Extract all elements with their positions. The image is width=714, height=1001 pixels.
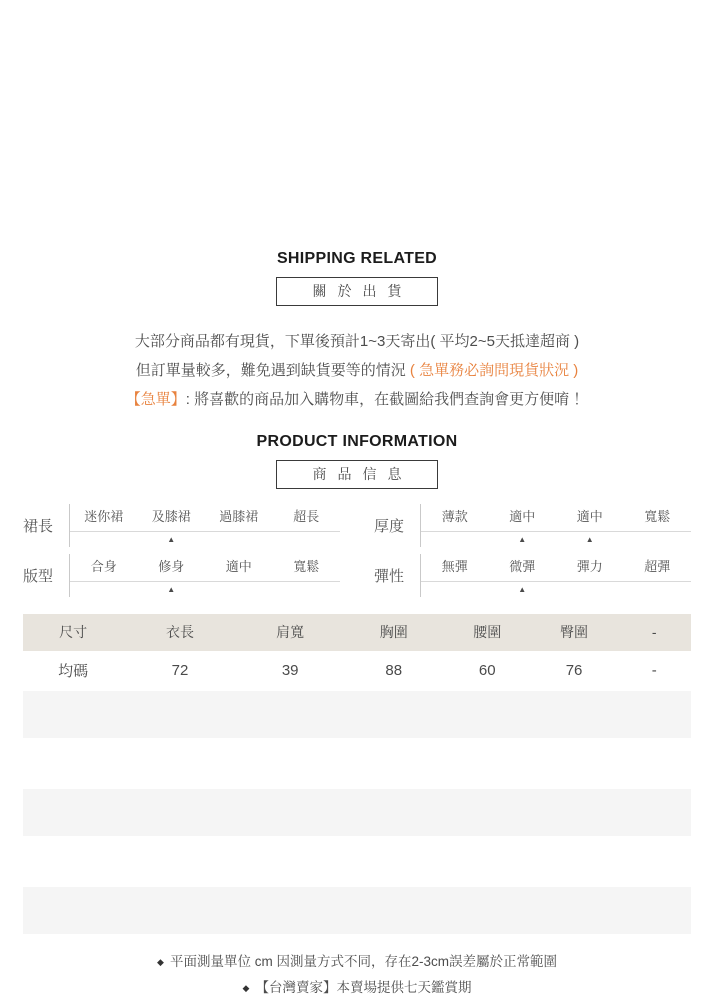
attribute-option: 修身 <box>158 559 185 574</box>
attribute-scale <box>69 504 340 547</box>
size-table-header-row <box>23 614 691 651</box>
marker-slot <box>70 585 138 597</box>
attribute-option: 超彈 <box>644 559 671 574</box>
attribute-option: 適中 <box>576 509 603 524</box>
marker-slot <box>273 535 341 547</box>
marker-slot <box>273 585 341 597</box>
diamond-bullet-icon: ◆ <box>242 983 250 993</box>
size-table-cell: 76 <box>531 653 618 689</box>
selected-marker-icon: ▲ <box>167 535 176 544</box>
attribute-option: 適中 <box>225 559 252 574</box>
size-table-header-cell: 衣長 <box>123 614 237 651</box>
shipping-line-3-text: : 將喜歡的商品加入購物車，在截圖給我們查詢會更方便唷 ！ <box>185 391 589 408</box>
shipping-line-3 <box>0 385 714 414</box>
attribute-scale <box>420 554 691 597</box>
size-table-header-cell: 肩寬 <box>237 614 344 651</box>
attribute-option: 及膝裙 <box>151 509 191 524</box>
size-table-header-cell: 腰圍 <box>444 614 531 651</box>
size-table-empty-row <box>23 691 691 738</box>
footnote-text: 平面測量單位 cm 因測量方式不同，存在2-3cm誤差屬於正常範圍 <box>169 954 557 969</box>
diamond-bullet-icon: ◆ <box>157 957 164 967</box>
attribute-option: 薄款 <box>441 509 468 524</box>
size-table-empty-row <box>23 740 691 787</box>
marker-slot <box>624 585 692 597</box>
attribute-options <box>70 556 340 582</box>
attribute-grid <box>23 504 691 597</box>
attribute-markers <box>70 532 340 547</box>
shipping-line-1 <box>0 327 714 356</box>
product-title-zh-box: 商品信息 <box>276 460 438 489</box>
product-title-en: PRODUCT INFORMATION <box>256 433 458 450</box>
selected-marker-icon: ▲ <box>585 535 594 544</box>
size-table-header-cell: 胸圍 <box>344 614 444 651</box>
size-table-empty-cell <box>23 838 691 885</box>
attribute-option: 迷你裙 <box>84 509 124 524</box>
size-table-cell: 72 <box>123 653 237 689</box>
footnotes <box>0 949 714 1001</box>
shipping-line-2-text: 但訂單量較多，難免遇到缺貨要等的情況 <box>135 362 410 379</box>
attribute-option: 合身 <box>90 559 117 574</box>
attribute-option: 寬鬆 <box>644 509 671 524</box>
marker-slot <box>70 535 138 547</box>
size-table-empty-cell <box>23 740 691 787</box>
shipping-section <box>0 250 714 414</box>
attribute-scale <box>420 504 691 547</box>
shipping-text <box>0 327 714 414</box>
attribute-row <box>374 504 691 547</box>
attribute-markers <box>421 582 691 597</box>
selected-marker-icon: ▲ <box>518 585 527 594</box>
size-table-cell: 88 <box>344 653 444 689</box>
attribute-option: 超長 <box>293 509 320 524</box>
size-table-cell: 均碼 <box>23 653 123 689</box>
marker-slot <box>205 535 273 547</box>
attribute-markers <box>421 532 691 547</box>
product-info-section <box>0 433 714 1001</box>
attribute-option: 適中 <box>509 509 536 524</box>
shipping-line-2-highlight: ( 急單務必詢問現貨狀況 ) <box>409 362 579 379</box>
attribute-row <box>23 504 340 547</box>
attribute-option: 彈力 <box>576 559 603 574</box>
size-table-header-cell: - <box>617 614 691 651</box>
marker-slot <box>421 535 489 547</box>
attribute-markers <box>70 582 340 597</box>
size-table-body <box>23 653 691 934</box>
marker-slot <box>421 585 489 597</box>
selected-marker-icon: ▲ <box>518 535 527 544</box>
attribute-row <box>374 554 691 597</box>
size-table-empty-cell <box>23 691 691 738</box>
attribute-option: 微彈 <box>509 559 536 574</box>
shipping-line-3-highlight: 【急單】 <box>125 391 186 408</box>
size-table-header-cell: 臀圍 <box>531 614 618 651</box>
shipping-title-zh-box: 關於出貨 <box>276 277 438 306</box>
attribute-option: 寬鬆 <box>293 559 320 574</box>
size-table <box>23 612 691 936</box>
selected-marker-icon: ▲ <box>167 585 176 594</box>
size-table-empty-row <box>23 789 691 836</box>
attribute-label: 版型 <box>23 568 54 585</box>
shipping-title-en: SHIPPING RELATED <box>276 250 438 267</box>
shipping-line-1-text: 大部分商品都有現貨，下單後預計1~3天寄出( 平均2~5天抵達超商 ) <box>134 333 580 350</box>
attribute-label: 厚度 <box>374 518 405 535</box>
footnote-line <box>0 949 714 975</box>
attribute-options <box>421 556 691 582</box>
size-table-data-row <box>23 653 691 689</box>
footnote-text: 【台灣賣家】本賣場提供七天鑑賞期 <box>255 980 472 995</box>
marker-slot <box>624 535 692 547</box>
attribute-option: 過膝裙 <box>219 509 259 524</box>
attribute-options <box>70 506 340 532</box>
shipping-line-2 <box>0 356 714 385</box>
marker-slot <box>556 585 624 597</box>
attribute-label: 彈性 <box>374 568 405 585</box>
attribute-label: 裙長 <box>23 518 54 535</box>
attribute-row <box>23 554 340 597</box>
size-table-empty-row <box>23 838 691 885</box>
size-table-empty-cell <box>23 887 691 934</box>
size-table-empty-cell <box>23 789 691 836</box>
size-table-cell: 39 <box>237 653 344 689</box>
size-table-cell: - <box>617 653 691 689</box>
attribute-options <box>421 506 691 532</box>
footnote-line <box>0 975 714 1001</box>
attribute-scale <box>69 554 340 597</box>
size-table-empty-row <box>23 887 691 934</box>
size-table-cell: 60 <box>444 653 531 689</box>
marker-slot <box>205 585 273 597</box>
size-table-header-cell: 尺寸 <box>23 614 123 651</box>
attribute-option: 無彈 <box>441 559 468 574</box>
